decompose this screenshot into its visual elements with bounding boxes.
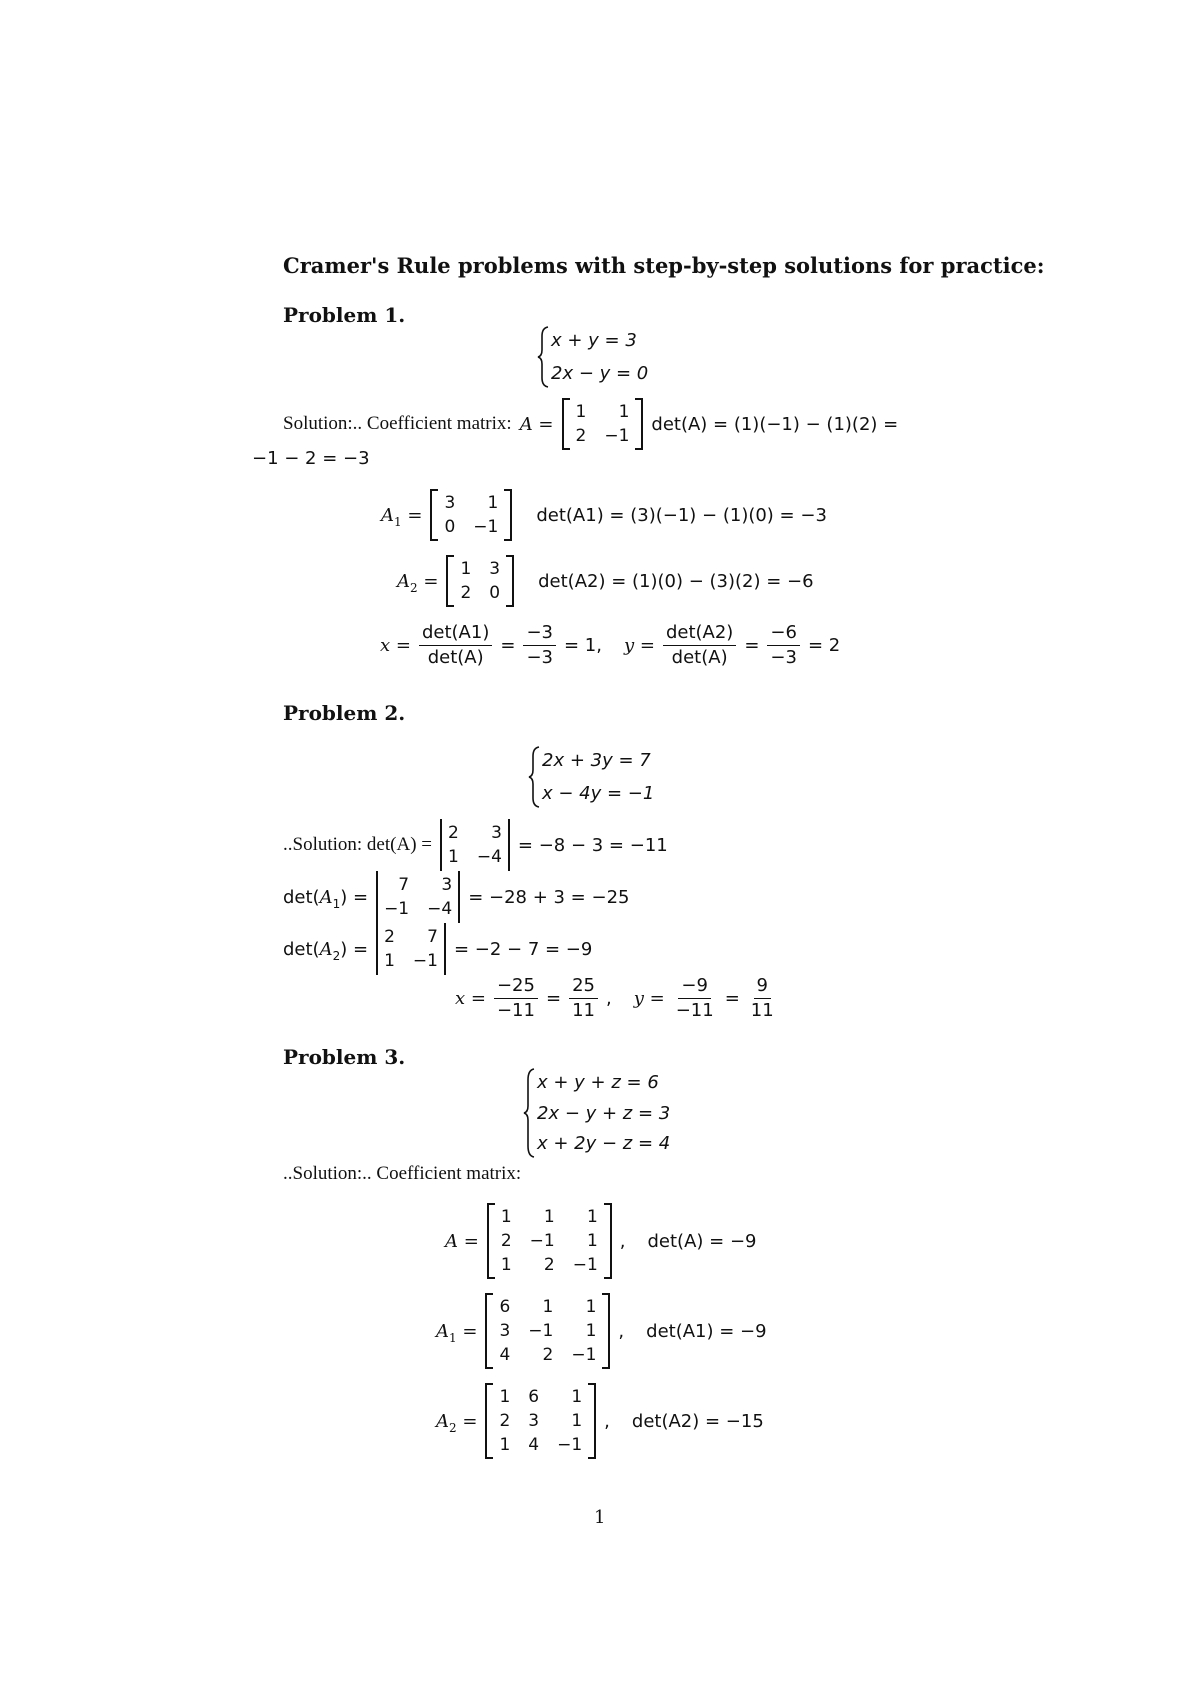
problem-2-detA-line — [283, 819, 668, 871]
matrix-label: $A_1$ = — [381, 504, 423, 529]
matrix-A2 — [446, 555, 514, 607]
matrix-label: $A_2$ = — [436, 1410, 478, 1435]
fraction: $\frac{-3}{-3}$ — [523, 622, 556, 669]
matrix-A2 — [485, 1383, 596, 1459]
det-A-result: = −8 − 3 = −11 — [517, 834, 668, 856]
matrix-cell: 3 — [489, 559, 501, 579]
matrix-cell: 7 — [427, 927, 438, 947]
matrix-cell: −1 — [412, 951, 438, 971]
matrix-cell: 1 — [448, 847, 459, 867]
problem-2-system — [528, 746, 654, 812]
page-number: 1 — [594, 1507, 606, 1528]
matrix-cell: −1 — [604, 426, 630, 446]
fraction: $\frac{-9}{-11}$ — [675, 975, 714, 1021]
matrix-cell: 4 — [528, 1435, 540, 1455]
det-A-continuation: −1 − 2 = −3 — [252, 448, 370, 469]
matrix-label: A = — [519, 413, 554, 435]
system-equation: x + y = 3 — [551, 330, 637, 351]
matrix-cell: 1 — [500, 1255, 512, 1275]
x-result: = 1, — [563, 635, 602, 656]
fraction: $\frac{\det(A2)}{\det(A)}$ — [663, 622, 736, 669]
matrix-cell: 1 — [499, 1435, 511, 1455]
problem-2-detA2-line — [283, 923, 592, 975]
problem-3-A-line: A = 1 1 1 2 −1 1 1 2 −1 , det(A) = −9 — [445, 1203, 756, 1279]
matrix-cell: 1 — [499, 1387, 511, 1407]
matrix-cell: 2 — [500, 1231, 512, 1251]
matrix-cell: −1 — [384, 899, 410, 919]
problem-1-system — [537, 326, 648, 392]
matrix-cell: 3 — [491, 823, 502, 843]
matrix-cell: 2 — [384, 927, 395, 947]
matrix-cell: −1 — [572, 1255, 598, 1275]
matrix-cell: 3 — [499, 1321, 511, 1341]
matrix-cell: 0 — [489, 583, 501, 603]
matrix-cell: 1 — [571, 1411, 583, 1431]
matrix-cell: 1 — [543, 1207, 555, 1227]
det-A2-expression: det(A2) = (1)(0) − (3)(2) = −6 — [538, 570, 814, 592]
problem-3-A1-line: $A_1$ = 6 1 1 3 −1 1 4 2 −1 , det(A1) = −9 — [436, 1293, 767, 1369]
matrix-A — [562, 398, 644, 450]
matrix-A1 — [430, 489, 512, 541]
matrix-cell: 7 — [398, 875, 410, 895]
problem-1-result-line: x = $\frac{\det(A1)}{\det(A)}$ = $\frac{-3}{-3}$ = 1, y = $\frac{\det(A2)}{\det(A)}$ = $\frac{-6}{-3}$ = 2 — [380, 622, 841, 668]
problem-1-A2-line — [397, 555, 814, 607]
fraction: $\frac{9}{11}$ — [750, 975, 774, 1021]
det-A-result: det(A) = −9 — [647, 1230, 757, 1252]
matrix-cell: 1 — [460, 559, 472, 579]
page-title: Cramer's Rule problems with step-by-step solutions for practice: — [283, 253, 1045, 278]
matrix-cell: 1 — [500, 1207, 512, 1227]
matrix-cell: 1 — [575, 402, 587, 422]
matrix-cell: 2 — [448, 823, 459, 843]
matrix-cell: −1 — [571, 1345, 597, 1365]
fraction: $\frac{\det(A1)}{\det(A)}$ — [419, 622, 492, 669]
system-equation: x + y + z = 6 — [537, 1072, 659, 1093]
fraction: $\frac{-6}{-3}$ — [767, 622, 800, 669]
matrix-cell: 3 — [441, 875, 453, 895]
left-brace-icon — [537, 326, 549, 388]
matrix-cell: 6 — [528, 1387, 540, 1407]
fraction: $\frac{25}{11}$ — [569, 975, 598, 1022]
matrix-cell: −1 — [557, 1435, 583, 1455]
det-A1-result: = −28 + 3 = −25 — [468, 886, 630, 908]
determinant-A2 — [376, 923, 446, 975]
matrix-cell: 4 — [499, 1345, 511, 1365]
matrix-A — [487, 1203, 612, 1279]
problem-2-result-line: x = $\frac{-25}{-11}$ = $\frac{25}{11}$ , y = $\frac{-9}{-11}$ = $\frac{9}{11}$ — [455, 975, 777, 1022]
matrix-cell: 2 — [575, 426, 587, 446]
matrix-label: $A_1$ = — [436, 1320, 478, 1345]
det-A2-label: $\det(A_2)$ = — [283, 938, 369, 963]
y-result: = 2 — [807, 635, 841, 656]
matrix-cell: −1 — [528, 1321, 554, 1341]
solution-prefix: ..Solution:.. Coefficient matrix: — [283, 1163, 522, 1184]
matrix-label: $A_2$ = — [397, 570, 439, 595]
matrix-cell: 1 — [571, 1387, 583, 1407]
system-equation: 2x − y + z = 3 — [537, 1102, 671, 1124]
left-brace-icon — [528, 746, 540, 808]
det-A1-label: $\det(A_1)$ = — [283, 886, 369, 911]
left-brace-icon — [523, 1068, 535, 1158]
matrix-cell: 1 — [542, 1297, 554, 1317]
problem-2-detA1-line — [283, 871, 629, 923]
matrix-A1 — [485, 1293, 610, 1369]
matrix-cell: 3 — [444, 493, 456, 513]
det-A2-result: det(A2) = −15 — [631, 1410, 764, 1432]
matrix-cell: 2 — [543, 1255, 555, 1275]
matrix-cell: 2 — [460, 583, 472, 603]
matrix-cell: 1 — [585, 1321, 597, 1341]
problem-3-system — [523, 1068, 670, 1162]
system-equation: 2x − y = 0 — [551, 363, 649, 384]
det-A1-expression: det(A1) = (3)(−1) − (1)(0) = −3 — [536, 504, 827, 526]
matrix-label: A = — [445, 1230, 479, 1252]
problem-1-heading: Problem 1. — [283, 303, 406, 327]
matrix-cell: 3 — [528, 1411, 540, 1431]
det-A1-result: det(A1) = −9 — [646, 1320, 767, 1342]
det-A-expression: det(A) = (1)(−1) − (1)(2) = — [651, 413, 899, 435]
system-equation: x − 4y = −1 — [542, 783, 655, 804]
matrix-cell: −4 — [476, 847, 502, 867]
problem-3-A2-line: $A_2$ = 1 6 1 2 3 1 1 4 −1 , det(A2) = −15 — [436, 1383, 764, 1459]
problem-2-heading: Problem 2. — [283, 701, 406, 725]
matrix-cell: −1 — [473, 517, 499, 537]
matrix-cell: 1 — [586, 1207, 598, 1227]
solution-prefix: ..Solution: det(A) = — [283, 834, 432, 855]
solution-prefix: Solution:.. Coefficient matrix: — [283, 413, 512, 434]
matrix-cell: 0 — [444, 517, 456, 537]
problem-3-heading: Problem 3. — [283, 1045, 406, 1069]
matrix-cell: 1 — [384, 951, 395, 971]
matrix-cell: 1 — [487, 493, 499, 513]
matrix-cell: 2 — [542, 1345, 554, 1365]
matrix-cell: 6 — [499, 1297, 511, 1317]
determinant-A — [440, 819, 510, 871]
fraction: $\frac{-25}{-11}$ — [494, 975, 538, 1022]
matrix-cell: 1 — [618, 402, 630, 422]
problem-1-solution-line — [283, 398, 898, 450]
matrix-cell: 1 — [586, 1231, 598, 1251]
matrix-cell: −4 — [427, 899, 453, 919]
matrix-cell: 1 — [585, 1297, 597, 1317]
determinant-A1 — [376, 871, 460, 923]
problem-1-A1-line — [381, 489, 827, 541]
det-A2-result: = −2 − 7 = −9 — [453, 938, 593, 960]
system-equation: x + 2y − z = 4 — [537, 1133, 671, 1154]
matrix-cell: −1 — [529, 1231, 555, 1251]
system-equation: 2x + 3y = 7 — [542, 750, 651, 771]
matrix-cell: 2 — [499, 1411, 511, 1431]
